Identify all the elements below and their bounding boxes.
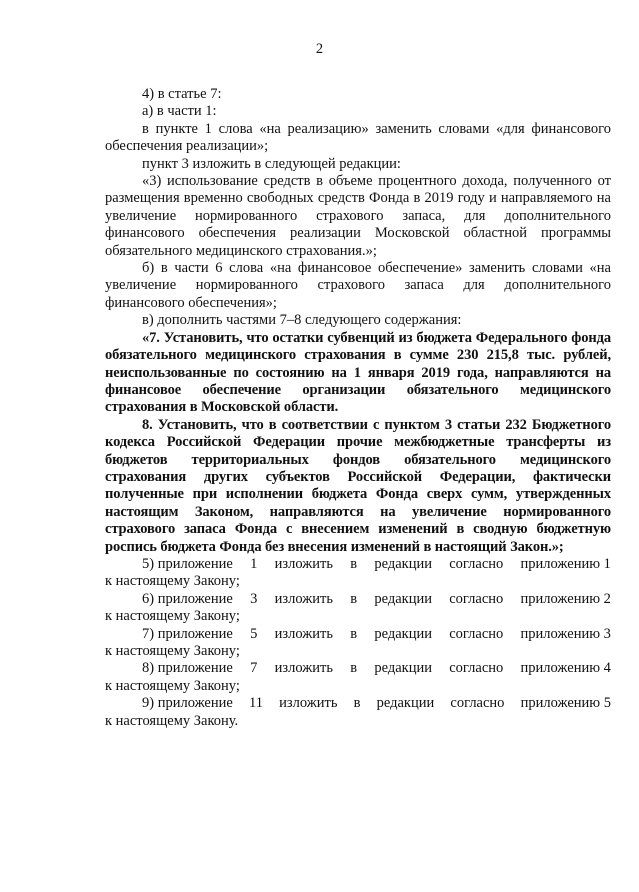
appendix-item (105, 626, 611, 661)
appendix-number: 1 (250, 555, 258, 572)
appendix-word: изложить (274, 590, 333, 607)
appendix-number: 11 (248, 695, 263, 712)
appendix-word: в (350, 660, 358, 677)
appendix-word: изложить (274, 555, 333, 572)
appendix-word: согласно (449, 660, 504, 677)
paragraph-point-3-text: «3) использование средств в объеме процентного дохода, полученного от размещения временно свободных средств Фонда в 2019 году и направляемого на увеличение нормированного страхового запаса, для дополнительного финансового обеспечения реализации Московской областной программы обязательного медицинского страхования.»; (105, 173, 611, 259)
appendix-lead: 5) приложение (142, 555, 233, 572)
appendix-word: редакции (374, 590, 432, 607)
paragraph-point-3-intro: пункт 3 изложить в следующей редакции: (142, 155, 401, 172)
appendix-lead: 7) приложение (142, 625, 233, 642)
paragraph-part-7-bold: «7. Установить, что остатки субвенций из бюджета Федерального фонда обязательного медицинского страхования в сумме 230 215,8 тыс. рублей, неиспользованные по состоянию на 1 января 2019 года, направляются на финансовое обеспечение организации обязательного медицинского страхования в Московской области. (105, 329, 611, 416)
appendix-word: согласно (449, 555, 504, 572)
document-body (105, 86, 611, 730)
paragraph-part-6: б) в части 6 слова «на финансовое обеспечение» заменить словами «на увеличение нормированного страхового запаса для дополнительного финансового обеспечения»; (105, 260, 611, 311)
appendix-lead: 9) приложение (142, 695, 233, 712)
appendix-item (105, 660, 611, 695)
paragraph-add-parts: в) дополнить частями 7–8 следующего содержания: (142, 312, 462, 329)
appendix-line2: к настоящему Закону; (105, 573, 240, 590)
appendix-item (105, 591, 611, 626)
paragraph-article-7: 4) в статье 7: (142, 86, 222, 102)
paragraph-point-1-replace: в пункте 1 слова «на реализацию» заменить словами «для финансового обеспечения реализации»; (105, 120, 611, 155)
appendix-number: 7 (250, 660, 258, 677)
appendix-word: редакции (374, 660, 432, 677)
appendix-word: редакции (376, 695, 435, 712)
appendix-target: приложению 1 (520, 555, 611, 572)
appendix-word: согласно (449, 625, 504, 642)
appendix-target: приложению 2 (520, 590, 611, 607)
appendix-word: изложить (274, 625, 333, 642)
appendix-word: в (353, 695, 361, 712)
appendix-word: в (350, 555, 358, 572)
appendix-word: согласно (450, 695, 505, 712)
appendix-word: изложить (274, 660, 333, 677)
appendix-target: приложению 3 (520, 625, 611, 642)
appendix-line2: к настоящему Закону; (105, 608, 240, 625)
paragraph-part-8-bold: 8. Установить, что в соответствии с пунктом 3 статьи 232 Бюджетного кодекса Российской Федерации прочие межбюджетные трансферты из бюджетов территориальных фондов обязательного медицинского страхования других субъектов Российской Федерации, фактически полученные при исполнении бюджета Фонда сверх сумм, утвержденных настоящим Законом, направляются на увеличение нормированного страхового запаса Фонда с внесением изменений в сводную бюджетную роспись бюджета Фонда без внесения изменений в настоящий Закон.»; (105, 416, 611, 555)
appendix-target: приложению 5 (520, 695, 611, 712)
appendix-item (105, 556, 611, 591)
appendix-word: редакции (374, 555, 432, 572)
appendix-word: в (350, 625, 358, 642)
appendix-target: приложению 4 (520, 660, 611, 677)
appendix-item (105, 695, 611, 730)
appendix-word: в (350, 590, 358, 607)
paragraph-part-1: а) в части 1: (142, 103, 217, 120)
appendix-number: 3 (250, 590, 258, 607)
appendix-word: согласно (449, 590, 504, 607)
page-number: 2 (315, 41, 324, 57)
appendix-lead: 8) приложение (142, 660, 233, 677)
appendix-lead: 6) приложение (142, 590, 233, 607)
appendix-word: изложить (279, 695, 338, 712)
appendix-line2: к настоящему Закону; (105, 677, 240, 694)
appendix-word: редакции (374, 625, 432, 642)
appendix-number: 5 (250, 625, 258, 642)
appendix-line2: к настоящему Закону. (105, 712, 239, 729)
appendix-line2: к настоящему Закону; (105, 643, 240, 659)
